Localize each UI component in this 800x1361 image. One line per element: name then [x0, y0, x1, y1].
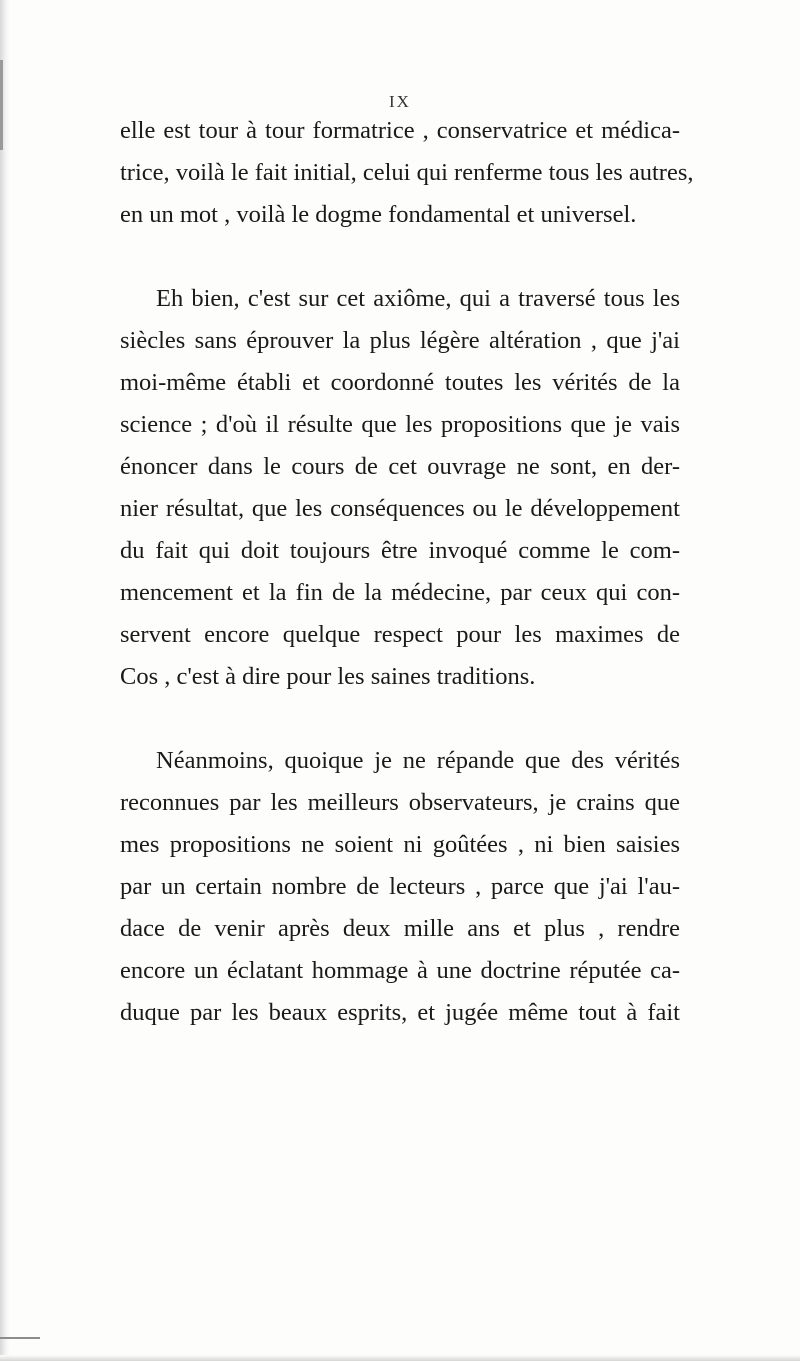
- paragraph-2: [120, 278, 680, 698]
- bottom-rule: [0, 1337, 40, 1339]
- text-line: encore un éclatant hommage à une doctrine réputée ca-: [120, 957, 680, 984]
- text-line: servent encore quelque respect pour les maximes de: [120, 621, 680, 648]
- paragraph-gap: [120, 236, 680, 278]
- text-line: nier résultat, que les conséquences ou le développement: [120, 495, 680, 522]
- text-line: siècles sans éprouver la plus légère altération , que j'ai: [120, 327, 680, 354]
- paragraph-1: [120, 110, 694, 236]
- page-bottom-edge: [0, 1355, 800, 1361]
- paragraph-3: [120, 740, 680, 1034]
- text-line: par un certain nombre de lecteurs , parce que j'ai l'au-: [120, 873, 680, 900]
- text-line: du fait qui doit toujours être invoqué comme le com-: [120, 537, 680, 564]
- text-line: énoncer dans le cours de cet ouvrage ne sont, en der-: [120, 453, 680, 480]
- text-line: duque par les beaux esprits, et jugée même tout à fait: [120, 999, 680, 1026]
- paragraph-gap: [120, 698, 680, 740]
- page-number: IX: [389, 92, 411, 111]
- text-line: reconnues par les meilleurs observateurs, je crains que: [120, 789, 680, 816]
- page-left-edge: [0, 0, 10, 1361]
- text-line: dace de venir après deux mille ans et plus , rendre: [120, 915, 680, 942]
- text-line: mes propositions ne soient ni goûtées , ni bien saisies: [120, 831, 680, 858]
- text-line: Néanmoins, quoique je ne répande que des vérités: [156, 747, 680, 774]
- text-line: science ; d'où il résulte que les propositions que je vais: [120, 411, 680, 438]
- text-line: Cos , c'est à dire pour les saines traditions.: [120, 663, 536, 690]
- text-line: mencement et la fin de la médecine, par ceux qui con-: [120, 579, 680, 606]
- text-line: trice, voilà le fait initial, celui qui renferme tous les autres,: [120, 159, 694, 186]
- text-line: elle est tour à tour formatrice , conservatrice et médica-: [120, 117, 680, 144]
- text-line: en un mot , voilà le dogme fondamental et universel.: [120, 201, 637, 228]
- text-line: Eh bien, c'est sur cet axiôme, qui a traversé tous les: [156, 285, 680, 312]
- body-text: [120, 110, 694, 1034]
- text-line: moi-même établi et coordonné toutes les vérités de la: [120, 369, 680, 396]
